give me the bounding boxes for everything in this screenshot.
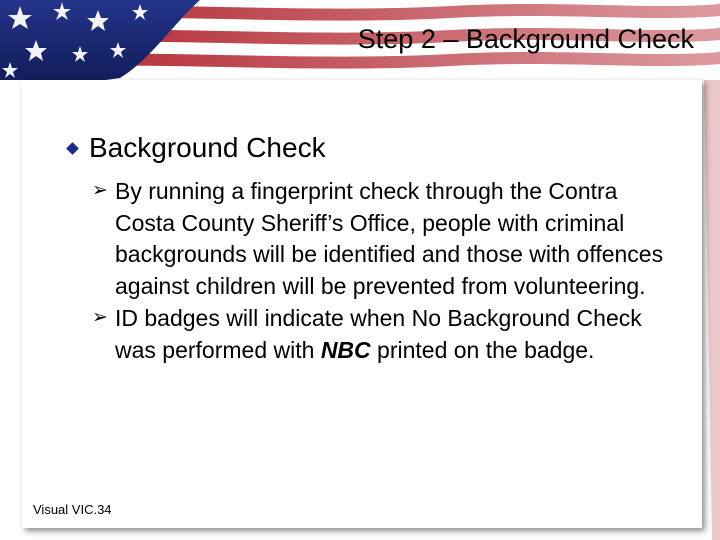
sub-bullet-list [92, 176, 672, 367]
slide-footer: Visual VIC.34 [33, 502, 112, 517]
sub-bullet-text-before: ID badges will indicate when No Background Check was performed with [115, 305, 642, 363]
nbc-emphasis: NBC [320, 336, 371, 363]
slide-title: Step 2 – Background Check [357, 24, 694, 54]
sub-bullet-item [92, 176, 672, 302]
sub-bullet-item [92, 303, 672, 366]
sub-bullet-text-after: printed on the badge. [370, 336, 595, 363]
sub-bullet-text [115, 303, 672, 366]
diamond-bullet-icon [66, 142, 79, 155]
arrowhead-bullet-icon: ➢ [92, 180, 108, 201]
arrowhead-bullet-icon: ➢ [92, 307, 108, 328]
main-bullet-text: Background Check [89, 132, 326, 163]
main-bullet [60, 132, 326, 164]
sub-bullet-text: By running a fingerprint check through the Contra Costa County Sheriff’s Office, people with criminal backgrounds will be identified and those with offences against children will be prevented from volunteering. [115, 178, 664, 299]
